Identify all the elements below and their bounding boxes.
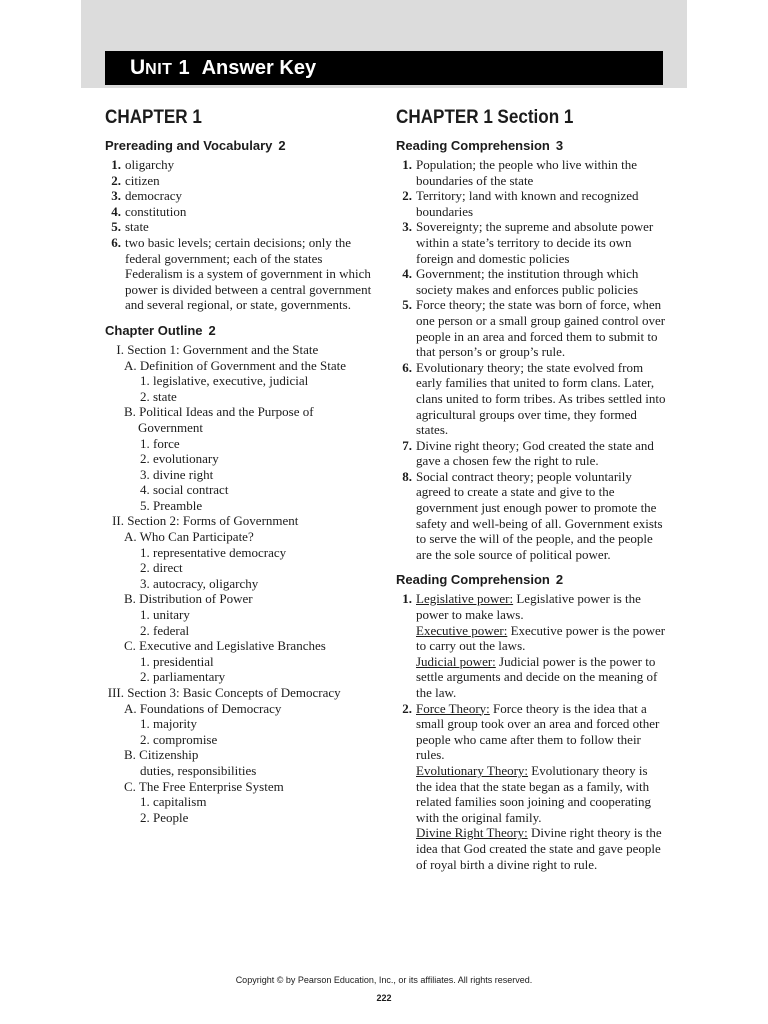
list-item <box>396 591 666 700</box>
answer-text: Judicial power is the power to settle arguments and decide on the meaning of the law. <box>416 653 658 700</box>
prereading-heading-text: Prereading and Vocabulary <box>105 138 273 153</box>
left-column <box>105 104 375 825</box>
answer-text: Legislative power is the power to make laws. <box>416 591 641 623</box>
prereading-page: 2 <box>278 138 286 153</box>
item-number: 1. <box>111 157 121 172</box>
prereading-heading <box>105 137 375 155</box>
answer-term: Force Theory: <box>416 700 490 716</box>
reading-comprehension-2-heading <box>396 571 666 589</box>
outline-line: 1. capitalism <box>140 794 207 810</box>
list-item <box>105 173 375 189</box>
rc2-heading-text: Reading Comprehension <box>396 572 550 588</box>
item-text: Territory; land with known and recognized boundaries <box>416 188 639 219</box>
item-number: 8. <box>402 468 412 484</box>
outline-line: 2. state <box>140 388 177 404</box>
answer-paragraph <box>416 701 666 763</box>
list-item <box>105 188 375 204</box>
answer-term: Legislative power: <box>416 591 514 607</box>
item-number: 6. <box>402 359 412 375</box>
list-item <box>396 219 666 266</box>
list-item <box>105 219 375 235</box>
reading-comprehension-2-list <box>396 591 666 872</box>
list-item <box>396 266 666 297</box>
outline-line: 2. People <box>140 809 189 825</box>
item-number: 1. <box>402 591 412 607</box>
item-text: Sovereignty; the supreme and absolute power within a state’s territory to decide its own foreign and domestic policies <box>416 219 654 266</box>
answer-paragraph <box>416 763 666 825</box>
right-column <box>396 104 666 872</box>
item-number: 2. <box>111 172 121 188</box>
item-text: two basic levels; certain decisions; only the federal government; each of the states Federalism is a system of government in which power is divided between a central government and several regional, or state, governments. <box>125 234 372 313</box>
outline-line: 3. divine right <box>140 466 214 482</box>
chapter-outline <box>105 342 375 825</box>
outline-line: 2. direct <box>140 560 183 576</box>
prereading-list <box>105 157 375 313</box>
outline-line: duties, responsibilities <box>140 762 257 778</box>
answer-text: Evolutionary theory is the idea that the state began as a family, with related families soon joining and cooperating with the original family. <box>416 762 652 825</box>
list-item <box>396 360 666 438</box>
answer-paragraph <box>416 623 666 654</box>
page-title: Answer Key <box>201 57 317 79</box>
item-number: 4. <box>111 203 121 219</box>
outline-line <box>105 342 375 358</box>
outline-page: 2 <box>208 322 216 338</box>
item-text: Government; the institution through which society makes and enforces public policies <box>416 266 639 297</box>
item-text: Force theory; the state was born of force, when one person or a small group gained control over people in an area and forced them to submit to that person’s or group’s rule. <box>416 297 666 360</box>
rc2-page: 2 <box>555 572 564 588</box>
list-item <box>396 438 666 469</box>
answer-term: Divine Right Theory: <box>416 825 528 841</box>
item-number: 2. <box>402 700 412 716</box>
outline-text: Section 1: Government and the State <box>127 341 319 357</box>
item-number: 7. <box>402 437 412 453</box>
outline-line: B. Distribution of Power <box>124 591 253 607</box>
item-text: oligarchy <box>125 157 175 172</box>
list-item <box>105 204 375 220</box>
chapter-heading-left: CHAPTER 1 <box>105 107 202 128</box>
chapter-heading-right-text: CHAPTER 1 <box>396 107 493 128</box>
item-number: 2. <box>402 188 412 204</box>
answer-term: Executive power: <box>416 622 508 638</box>
item-text: Evolutionary theory; the state evolved from early families that united to form clans. Later, clans united to form tribes. As tribes settled into agricultural groups over time, they formed states. <box>416 359 666 438</box>
answer-term: Evolutionary Theory: <box>416 762 529 778</box>
item-number: 1. <box>402 157 412 172</box>
item-text: democracy <box>125 188 183 204</box>
rc3-heading-text: Reading Comprehension <box>396 138 550 153</box>
outline-line: A. Who Can Participate? <box>124 529 254 545</box>
outline-line: A. Definition of Government and the State <box>124 357 347 373</box>
outline-line: 2. federal <box>140 622 190 638</box>
item-text: Population; the people who live within the boundaries of the state <box>416 157 637 188</box>
section-heading: Section 1 <box>497 107 574 128</box>
outline-line: 1. presidential <box>140 653 214 669</box>
reading-comprehension-3-heading <box>396 137 666 155</box>
answer-paragraph <box>416 825 666 872</box>
outline-line: C. Executive and Legislative Branches <box>124 638 326 654</box>
unit-label-initial: U <box>130 56 146 79</box>
unit-number: 1 <box>178 57 190 79</box>
chapter-heading-right <box>396 104 639 132</box>
list-item <box>105 157 375 173</box>
item-number: 6. <box>111 234 121 250</box>
unit-label-rest: NIT <box>145 61 173 78</box>
outline-line <box>105 513 375 529</box>
outline-roman-numeral: II. <box>112 513 124 529</box>
outline-roman-numeral: I. <box>116 341 124 357</box>
rc3-page: 3 <box>555 138 564 153</box>
list-item <box>396 469 666 563</box>
item-number: 5. <box>111 219 121 235</box>
unit-title-bar <box>105 51 663 85</box>
answer-term: Judicial power: <box>416 653 496 669</box>
reading-comprehension-3-list <box>396 157 666 562</box>
outline-line: B. Citizenship <box>124 747 199 763</box>
item-number: 4. <box>402 266 412 282</box>
answer-text: Divine right theory is the idea that God created the state and gave people of royal birth a divine right to rule. <box>416 825 662 872</box>
page-number: 222 <box>376 993 392 1003</box>
item-text: constitution <box>125 203 187 219</box>
item-text: state <box>125 219 149 235</box>
answer-paragraph <box>416 591 666 622</box>
item-text: citizen <box>125 172 160 188</box>
answer-paragraph <box>416 654 666 701</box>
outline-line: 1. majority <box>140 716 198 732</box>
outline-roman-numeral: III. <box>107 685 124 700</box>
list-item <box>396 701 666 873</box>
item-number: 5. <box>402 297 412 313</box>
list-item <box>396 157 666 188</box>
outline-line: 1. force <box>140 435 180 451</box>
outline-line: 2. evolutionary <box>140 451 219 467</box>
outline-text: Section 3: Basic Concepts of Democracy <box>127 685 341 700</box>
outline-line: 4. social contract <box>140 482 229 498</box>
copyright-notice: Copyright © by Pearson Education, Inc., or its affiliates. All rights reserved. <box>235 975 533 985</box>
list-item <box>396 188 666 219</box>
outline-heading-text: Chapter Outline <box>105 322 203 338</box>
outline-line: B. Political Ideas and the Purpose of <box>124 404 314 420</box>
item-text: Divine right theory; God created the state and gave a chosen few the right to rule. <box>416 437 654 469</box>
outline-line: 1. legislative, executive, judicial <box>140 373 309 389</box>
item-number: 3. <box>402 219 412 235</box>
outline-line: 3. autocracy, oligarchy <box>140 575 259 591</box>
outline-line: A. Foundations of Democracy <box>124 700 282 716</box>
outline-line: 1. unitary <box>140 607 190 623</box>
answer-text: Force theory is the idea that a small group took over an area and forced other people who came after them to follow their rules. <box>416 700 660 763</box>
list-item <box>105 235 375 313</box>
item-text: Social contract theory; people voluntarily agreed to create a state and give to the government just enough power to promote the safety and well-being of all. Government exists to serve the will of the people, and the people are the sole source of political power. <box>416 468 663 562</box>
outline-line: 2. compromise <box>140 731 218 747</box>
outline-text: Section 2: Forms of Government <box>127 513 299 529</box>
outline-line: 5. Preamble <box>140 497 203 513</box>
outline-line: 2. parliamentary <box>140 669 226 685</box>
outline-heading <box>105 322 375 340</box>
outline-line: C. The Free Enterprise System <box>124 778 284 794</box>
outline-line: Government <box>138 419 203 435</box>
item-number: 3. <box>111 188 121 204</box>
outline-line <box>105 685 375 701</box>
answer-text: Executive power is the power to carry out the laws. <box>416 622 666 654</box>
outline-line: 1. representative democracy <box>140 544 287 560</box>
list-item <box>396 297 666 359</box>
